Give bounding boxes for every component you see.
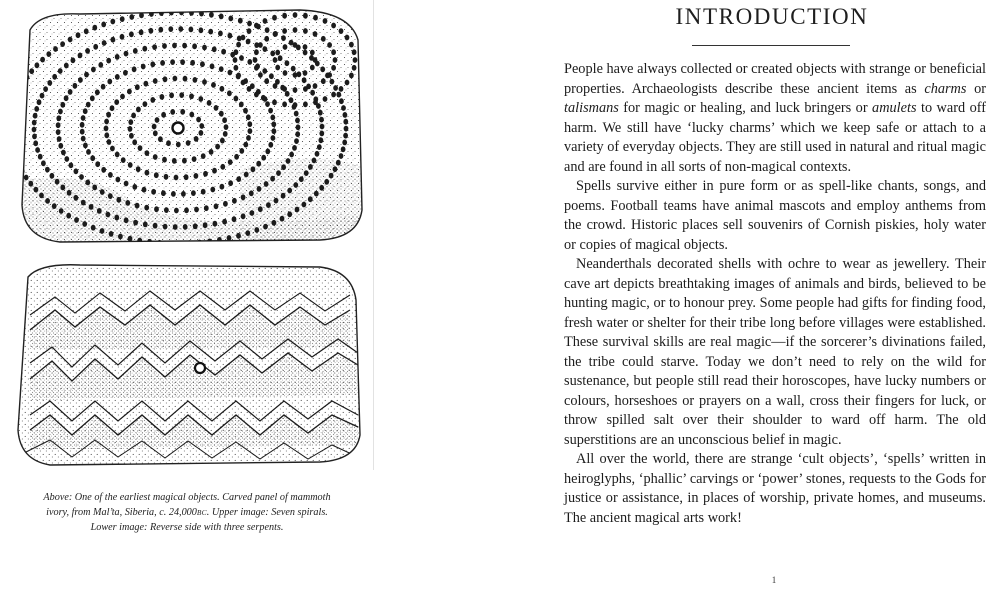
body-text — [564, 60, 986, 528]
term-talismans: talismans — [564, 100, 619, 116]
caption-line-1: Above: One of the earliest magical objects. Carved panel of mammoth — [43, 492, 331, 503]
left-page — [0, 0, 374, 591]
paragraph-1-text-b: or — [966, 80, 986, 97]
figure-caption — [14, 490, 360, 535]
paragraph-1-text-c: for magic or healing, and luck bringers or — [618, 100, 873, 116]
heading-rule — [692, 45, 850, 46]
term-charms: charms — [924, 80, 967, 97]
paragraph-1-text-d: to ward off harm. We still have ‘lucky charms’ which we keep safe or attach to a variety of everyday objects. They are still used in natural and ritual magic and are found in all sorts of non-magical contexts. — [564, 100, 986, 175]
upper-ivory-plate-illustration — [0, 0, 374, 250]
serpent-plate-hole — [195, 363, 205, 373]
central-hole — [173, 123, 184, 134]
paragraph-3: Neanderthals decorated shells with ochre to wear as jewellery. Their cave art depicts breathtaking images of animals and birds, believed to be hunting magic, or to honour prey. Some people had gifts for finding food, fresh water or shelter for their tribe long before villages were established. These survival skills are real magic—if the sorcerer’s divinations failed, the tribe could starve. Today we don’t need to rely on the wild for sustenance, but people still read their horoscopes, have lucky numbers or colours, horseshoes or prayers on a wall, cross their fingers for luck, or throw spilled salt over their shoulder to ward off harm. The old superstitions are an unconscious belief in magic. — [564, 256, 986, 448]
term-amulets: amulets — [872, 100, 917, 116]
caption-line-2a: ivory, from Mal’ta, Siberia, c. 24,000 — [46, 507, 197, 518]
paragraph-2: Spells survive either in pure form or as spell-like chants, songs, and poems. Football teams have animal mascots and employ anthems from the crowd. Historic places sell souvenirs of Cornish piskies, holy water or copies of magical objects. — [564, 178, 986, 253]
caption-era-smallcaps: BC — [196, 508, 207, 517]
page-number: 1 — [771, 575, 777, 585]
paragraph-4: All over the world, there are strange ‘cult objects’, ‘spells’ written in heiroglyphs, ‘phallic’ carvings or ‘power’ stones, requests to the Gods for justice or assistance, in places of worship, private homes, and museums. The ancient magical arts work! — [564, 451, 986, 526]
paragraph-1-text-a: People have always collected or created objects with strange or beneficial properties. Archaeologists describe these ancient items as — [564, 61, 986, 97]
chapter-heading: INTRODUCTION — [675, 4, 869, 29]
caption-line-3: Lower image: Reverse side with three serpents. — [90, 522, 284, 533]
right-page — [374, 0, 1000, 591]
paragraph-1 — [564, 60, 986, 177]
caption-line-2b: . Upper image: Seven spirals. — [206, 507, 328, 518]
lower-ivory-plate-illustration — [0, 255, 374, 470]
